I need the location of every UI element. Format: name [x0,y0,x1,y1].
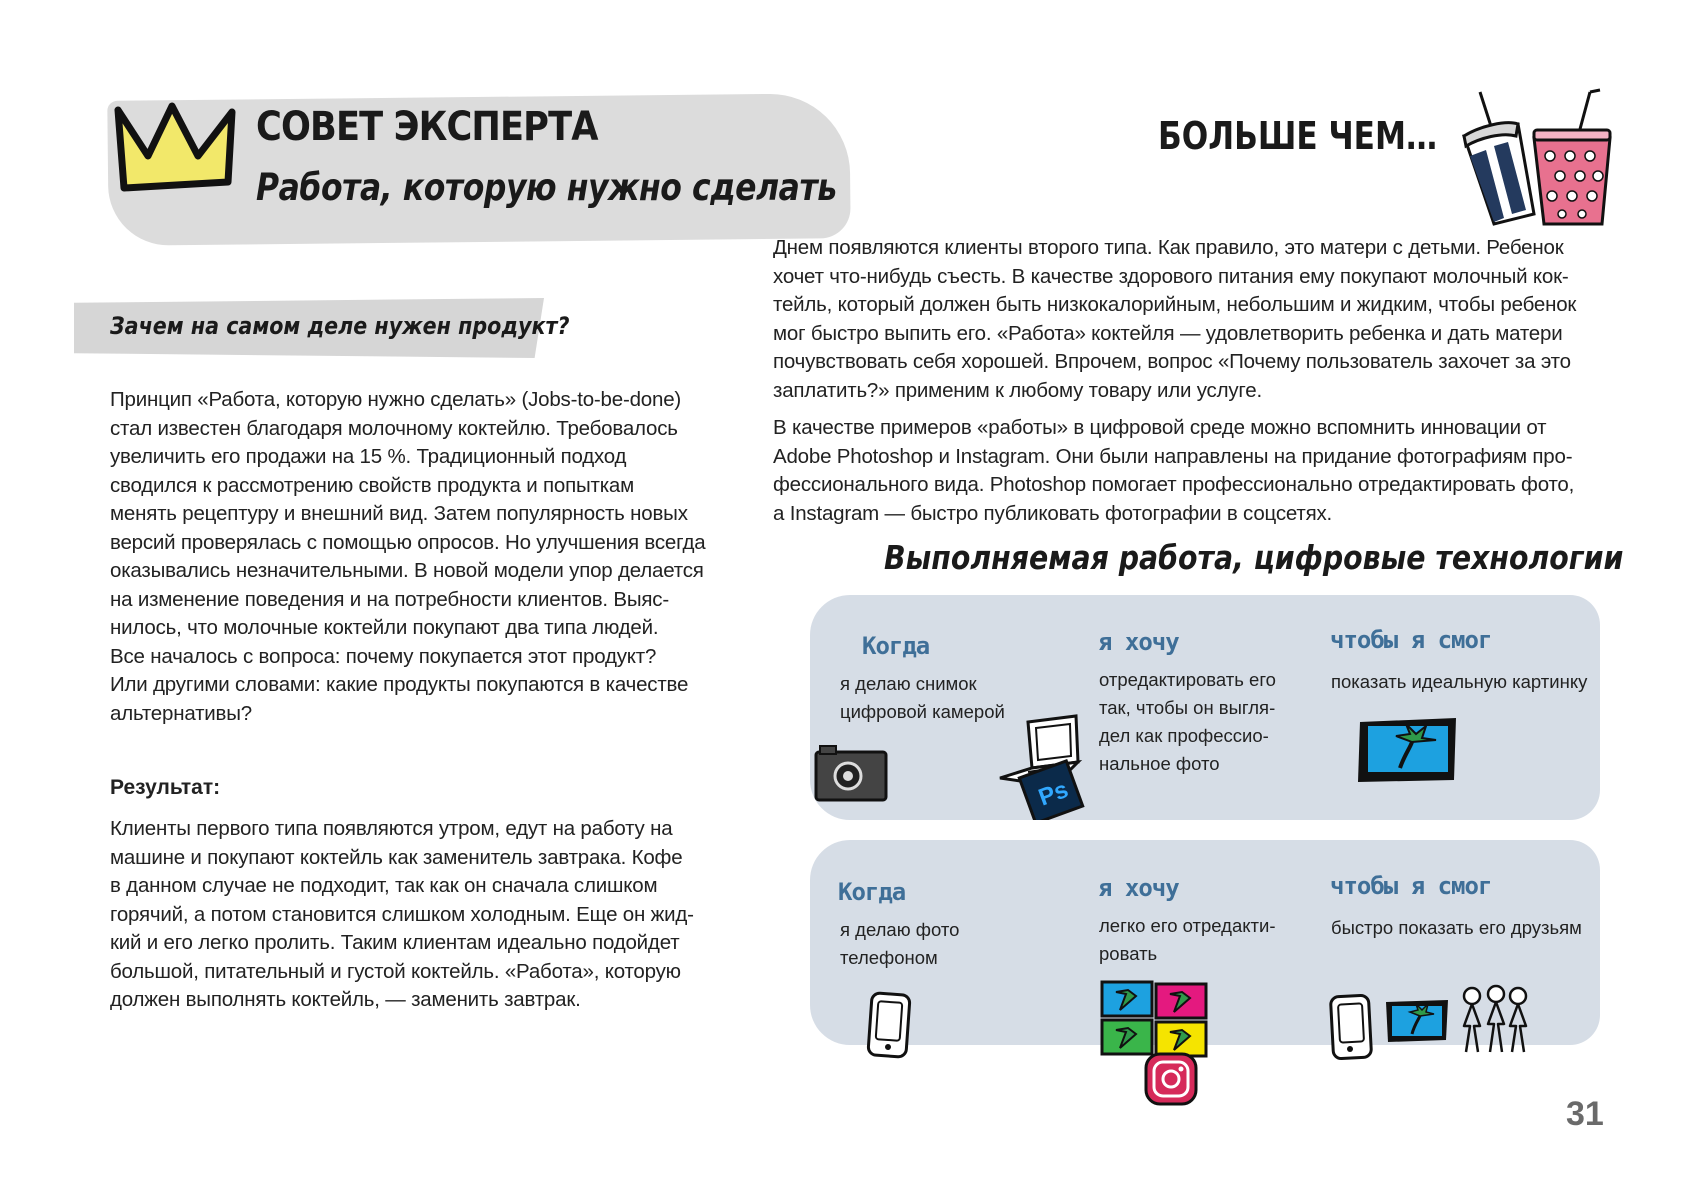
right-paragraph-1 [773,234,1663,405]
text-line: Принцип «Работа, которую нужно сделать» (Jobs-to-be-done) [110,388,682,411]
want-text [1099,912,1276,968]
text-line: большой, питательный и густой коктейль. «Работа», которую [110,959,681,983]
so-text [1331,668,1587,696]
text-line: на изменение поведения и на потребности клиентов. Выяс- [110,587,669,611]
so-text [1331,914,1582,942]
text-line: нальное фото [1099,753,1220,774]
intro-paragraph [110,386,720,728]
text-line: должен выполнять коктейль, — заменить завтрак. [110,988,581,1011]
laptop-photoshop-icon [998,712,1094,820]
when-text [840,670,1005,726]
text-line: заплатить?» применим к любому товару или услуге. [773,378,1262,402]
when-label: Когда [862,632,930,660]
text-line: Днем появляются клиенты второго типа. Как правило, это матери с детьми. Ребенок [773,236,1564,259]
when-label: Когда [838,878,906,906]
text-line: дел как профессио- [1099,725,1269,746]
page-title: Работа, которую нужно сделать [256,166,837,209]
text-line: В качестве примеров «работы» в цифровой среде можно вспомнить инновации от [773,416,1547,439]
instagram-icon [1142,1050,1200,1108]
so-label: чтобы я смог [1330,872,1492,900]
text-line: так, чтобы он выгля- [1099,697,1276,718]
text-line: версий проверялась с помощью опросов. Но улучшения всегда [110,530,706,554]
text-line: горячий, а потом становится слишком холодным. Еще он жид- [110,902,694,926]
text-line: цифровой камерой [840,701,1005,722]
page-number: 31 [1566,1095,1604,1133]
text-line: нилось, что молочные коктейли покупают два типа людей. [110,616,659,639]
text-line: фессионального вида. Photoshop помогает профессионально отредактировать фото, [773,473,1575,496]
phone-icon [1328,992,1376,1064]
text-line: машине и покупают коктейль как заменитель завтрака. Кофе [110,845,683,869]
text-line: хочет что-нибудь съесть. В качестве здорового питания ему покупают молочный кок- [773,264,1569,288]
text-line: я делаю фото [840,919,960,940]
text-line: альтернативы? [110,701,252,725]
text-line: быстро показать его друзьям [1331,917,1582,938]
text-line: показать идеальную картинку [1331,671,1588,692]
text-line: стал известен благодаря молочному коктейлю. Требовалось [110,416,678,440]
result-paragraph [110,815,720,1015]
header-label: СОВЕТ ЭКСПЕРТА [256,104,598,150]
text-line: оказывались незначительными. В новой модели упор делается [110,559,704,582]
text-line: ровать [1099,943,1158,964]
camera-icon [812,742,892,804]
text-line: а Instagram — быстро публиковать фотографии в соцсетях. [773,501,1333,525]
text-line: увеличить его продажи на 15 %. Традиционный подход [110,445,627,468]
right-section-title: БОЛЬШЕ ЧЕМ… [1158,114,1438,158]
ps-badge-text: Ps [1035,776,1072,812]
text-line: отредактировать его [1099,669,1276,690]
crown-icon [110,98,240,196]
text-line: менять рецептуру и внешний вид. Затем популярность новых [110,502,688,525]
text-line: кий и его легко пролить. Таким клиентам идеально подойдет [110,931,680,954]
result-heading: Результат: [110,776,221,799]
right-paragraph-2 [773,414,1663,528]
text-line: Клиенты первого типа появляются утром, едут на работу на [110,817,673,840]
framed-palm-photo-icon [1356,716,1462,786]
so-label: чтобы я смог [1330,626,1492,654]
text-line: легко его отредакти- [1099,915,1276,936]
text-line: Adobe Photoshop и Instagram. Они были направлены на придание фотографиям про- [773,444,1573,468]
section-title: Зачем на самом деле нужен продукт? [110,312,570,340]
text-line: в данном случае не подходит, так как он сначала слишком [110,874,658,897]
text-line: телефоном [840,947,938,968]
want-text [1099,666,1276,778]
text-line: я делаю снимок [840,673,977,694]
text-line: сводился к рассмотрению свойств продукта и попыткам [110,473,635,497]
jobs-title: Выполняемая работа, цифровые технологии [884,538,1624,577]
text-line: мог быстро выпить его. «Работа» коктейля — удовлетворить ребенка и дать матери [773,321,1563,345]
text-line: Все началось с вопроса: почему покупается этот продукт? [110,644,657,668]
text-line: Или другими словами: какие продукты покупаются в качестве [110,673,689,696]
when-text [840,916,959,972]
framed-palm-photo-icon [1384,998,1450,1044]
text-line: почувствовать себя хорошей. Впрочем, вопрос «Почему пользователь захочет за это [773,350,1571,373]
photo-grid-icon [1100,980,1210,1058]
want-label: я хочу [1098,628,1179,656]
want-label: я хочу [1098,874,1179,902]
friends-icon [1456,982,1536,1060]
milkshake-cups-icon [1450,86,1620,231]
phone-icon [866,990,914,1062]
text-line: тейль, который должен быть низкокалорийным, небольшим и жидким, чтобы ребенок [773,293,1577,316]
